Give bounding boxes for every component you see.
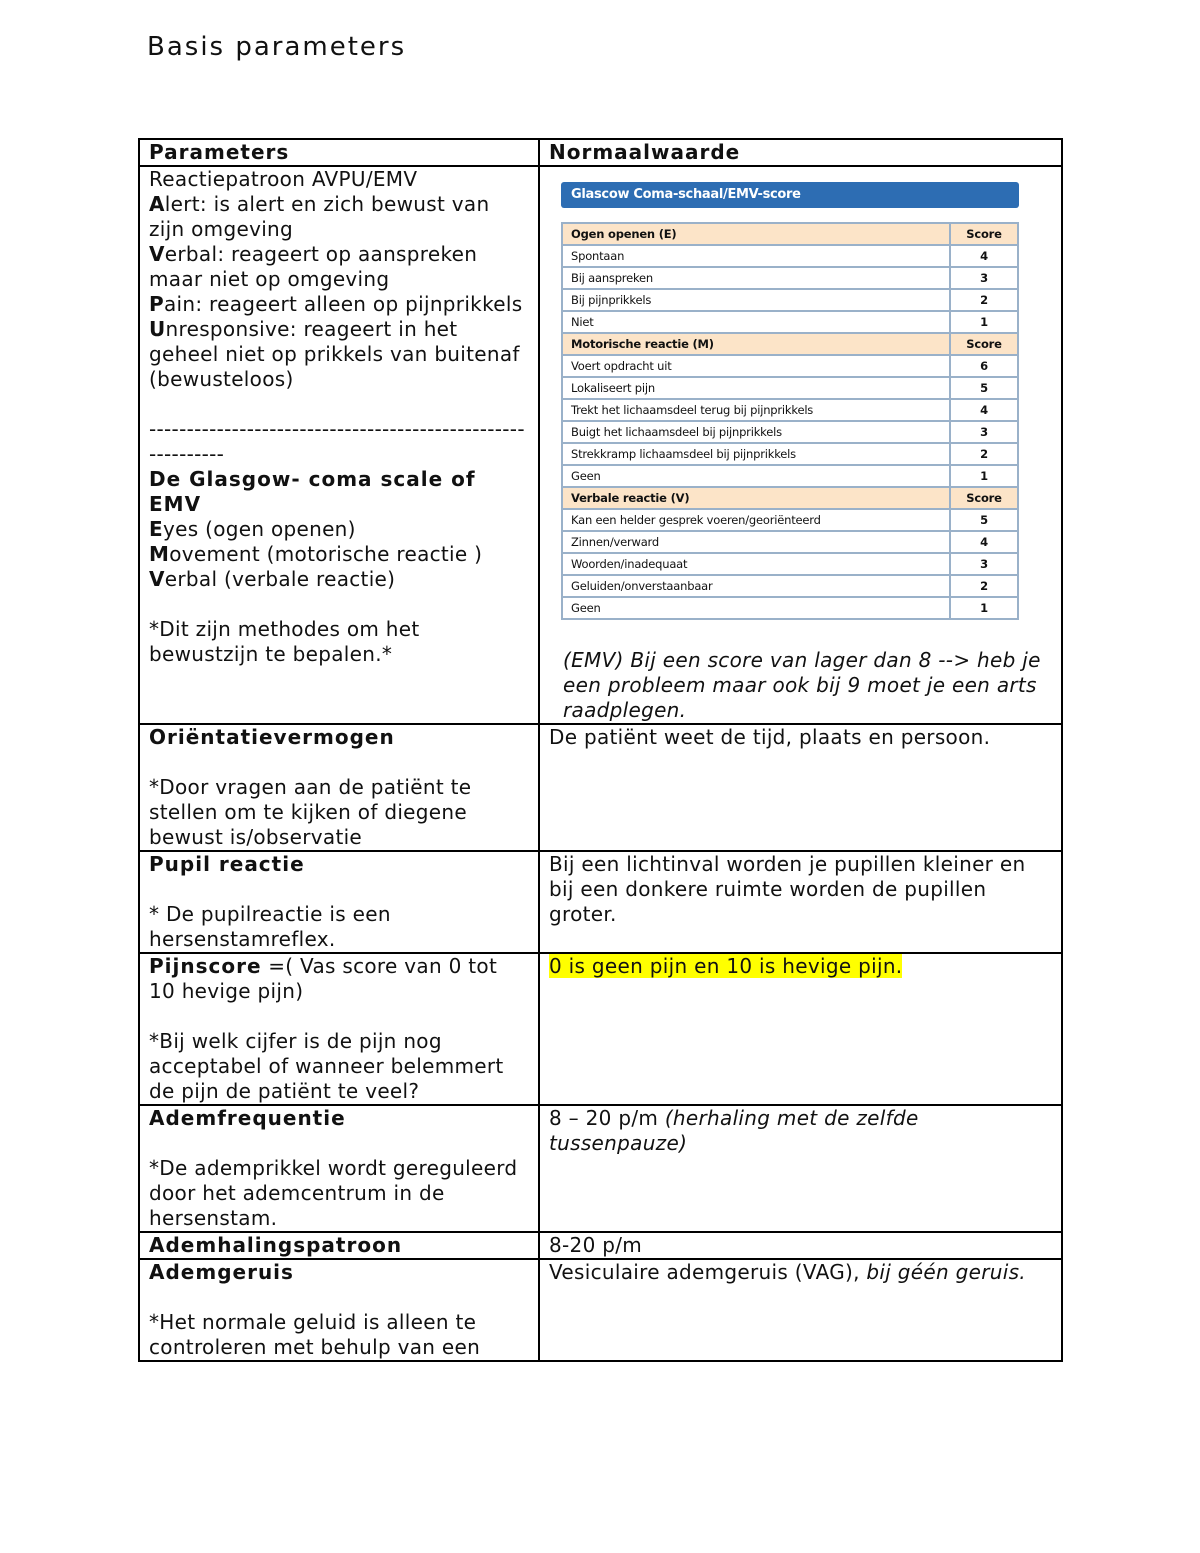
breath-sound-cell xyxy=(139,1259,539,1361)
avpu-verbal: Verbal: reageert op aanspreken maar niet op omgeving xyxy=(149,242,478,291)
gcs-row: Bij pijnprikkels 2 xyxy=(562,289,1018,311)
respiration-title: Ademfrequentie xyxy=(149,1106,346,1130)
pupil-title: Pupil reactie xyxy=(149,852,305,876)
pain-note: *Bij welk cijfer is de pijn nog acceptabel of wanneer belemmert de pijn de patiënt te veel? xyxy=(149,1029,504,1103)
avpu-unresponsive: Unresponsive: reageert in het geheel niet op prikkels van buitenaf (bewusteloos) xyxy=(149,317,520,391)
gcs-section-header: Motorische reactie (M) Score xyxy=(562,333,1018,355)
orientation-note: *Door vragen aan de patiënt te stellen om te kijken of diegene bewust is/observatie xyxy=(149,775,472,849)
table-row xyxy=(139,724,1062,851)
breathing-pattern-value: 8-20 p/m xyxy=(539,1232,1062,1259)
orientation-value: De patiënt weet de tijd, plaats en persoon. xyxy=(539,724,1062,851)
avpu-pain: Pain: reageert alleen op pijnprikkels xyxy=(149,292,523,316)
table-row xyxy=(139,851,1062,953)
breathing-pattern-title: Ademhalingspatroon xyxy=(139,1232,539,1259)
gcs-cell xyxy=(539,166,1062,724)
gcs-section-header: Ogen openen (E) Score xyxy=(562,223,1018,245)
avpu-intro: Reactiepatroon AVPU/EMV xyxy=(149,167,418,191)
pain-title: Pijnscore =( Vas score van 0 tot 10 hevige pijn) xyxy=(149,954,498,1003)
breath-sound-value: Vesiculaire ademgeruis (VAG), bij géén geruis. xyxy=(539,1259,1062,1361)
respiration-value: 8 – 20 p/m (herhaling met de zelfde tussenpauze) xyxy=(539,1105,1062,1232)
gcs-row: Spontaan 4 xyxy=(562,245,1018,267)
pupil-note: * De pupilreactie is een hersenstamreflex. xyxy=(149,902,391,951)
table-row xyxy=(139,953,1062,1105)
divider-line: ------------------------------------------------------------ xyxy=(149,417,525,466)
gcs-banner: Glascow Coma-schaal/EMV-score xyxy=(561,182,1019,208)
respiration-note: *De ademprikkel wordt gereguleerd door het ademcentrum in de hersenstam. xyxy=(149,1156,518,1230)
gcs-row: Woorden/inadequaat 3 xyxy=(562,553,1018,575)
gcs-title: De Glasgow- coma scale of EMV xyxy=(149,467,476,516)
gcs-score-table xyxy=(561,222,1019,620)
header-parameters: Parameters xyxy=(139,139,539,166)
gcs-row: Buigt het lichaamsdeel bij pijnprikkels 3 xyxy=(562,421,1018,443)
gcs-section-header: Verbale reactie (V) Score xyxy=(562,487,1018,509)
breath-sound-title: Ademgeruis xyxy=(149,1260,294,1284)
glasgow-coma-scale-image xyxy=(561,182,1019,620)
document-title: Basis parameters xyxy=(147,32,407,62)
table-row xyxy=(139,1232,1062,1259)
methods-note: *Dit zijn methodes om het bewustzijn te bepalen.* xyxy=(149,617,420,666)
emv-verbal: Verbal (verbale reactie) xyxy=(149,567,396,591)
pain-value: 0 is geen pijn en 10 is hevige pijn. xyxy=(549,954,903,978)
parameters-table xyxy=(138,138,1063,1362)
table-row xyxy=(139,1259,1062,1361)
gcs-row: Geen 1 xyxy=(562,597,1018,619)
avpu-cell xyxy=(139,166,539,724)
pupil-cell xyxy=(139,851,539,953)
gcs-row: Voert opdracht uit 6 xyxy=(562,355,1018,377)
table-row xyxy=(139,166,1062,724)
gcs-row: Zinnen/verward 4 xyxy=(562,531,1018,553)
gcs-row: Geen 1 xyxy=(562,465,1018,487)
emv-movement: Movement (motorische reactie ) xyxy=(149,542,483,566)
breath-sound-note: *Het normale geluid is alleen te controleren met behulp van een xyxy=(149,1310,481,1359)
table-header-row xyxy=(139,139,1062,166)
gcs-row: Lokaliseert pijn 5 xyxy=(562,377,1018,399)
respiration-cell xyxy=(139,1105,539,1232)
orientation-cell xyxy=(139,724,539,851)
gcs-row: Strekkramp lichaamsdeel bij pijnprikkels 2 xyxy=(562,443,1018,465)
orientation-title: Oriëntatievermogen xyxy=(149,725,395,749)
gcs-row: Niet 1 xyxy=(562,311,1018,333)
emv-score-note: (EMV) Bij een score van lager dan 8 --> heb je een probleem maar ook bij 9 moet je een arts raadplegen. xyxy=(563,648,1041,722)
gcs-row: Geluiden/onverstaanbaar 2 xyxy=(562,575,1018,597)
gcs-row: Bij aanspreken 3 xyxy=(562,267,1018,289)
pupil-value: Bij een lichtinval worden je pupillen kleiner en bij een donkere ruimte worden de pupillen groter. xyxy=(539,851,1062,953)
header-normaalwaarde: Normaalwaarde xyxy=(539,139,1062,166)
table-row xyxy=(139,1105,1062,1232)
emv-eyes: Eyes (ogen openen) xyxy=(149,517,356,541)
pain-cell xyxy=(139,953,539,1105)
gcs-row: Kan een helder gesprek voeren/georiënteerd 5 xyxy=(562,509,1018,531)
gcs-row: Trekt het lichaamsdeel terug bij pijnprikkels 4 xyxy=(562,399,1018,421)
avpu-alert: Alert: is alert en zich bewust van zijn omgeving xyxy=(149,192,490,241)
pain-value-cell xyxy=(539,953,1062,1105)
